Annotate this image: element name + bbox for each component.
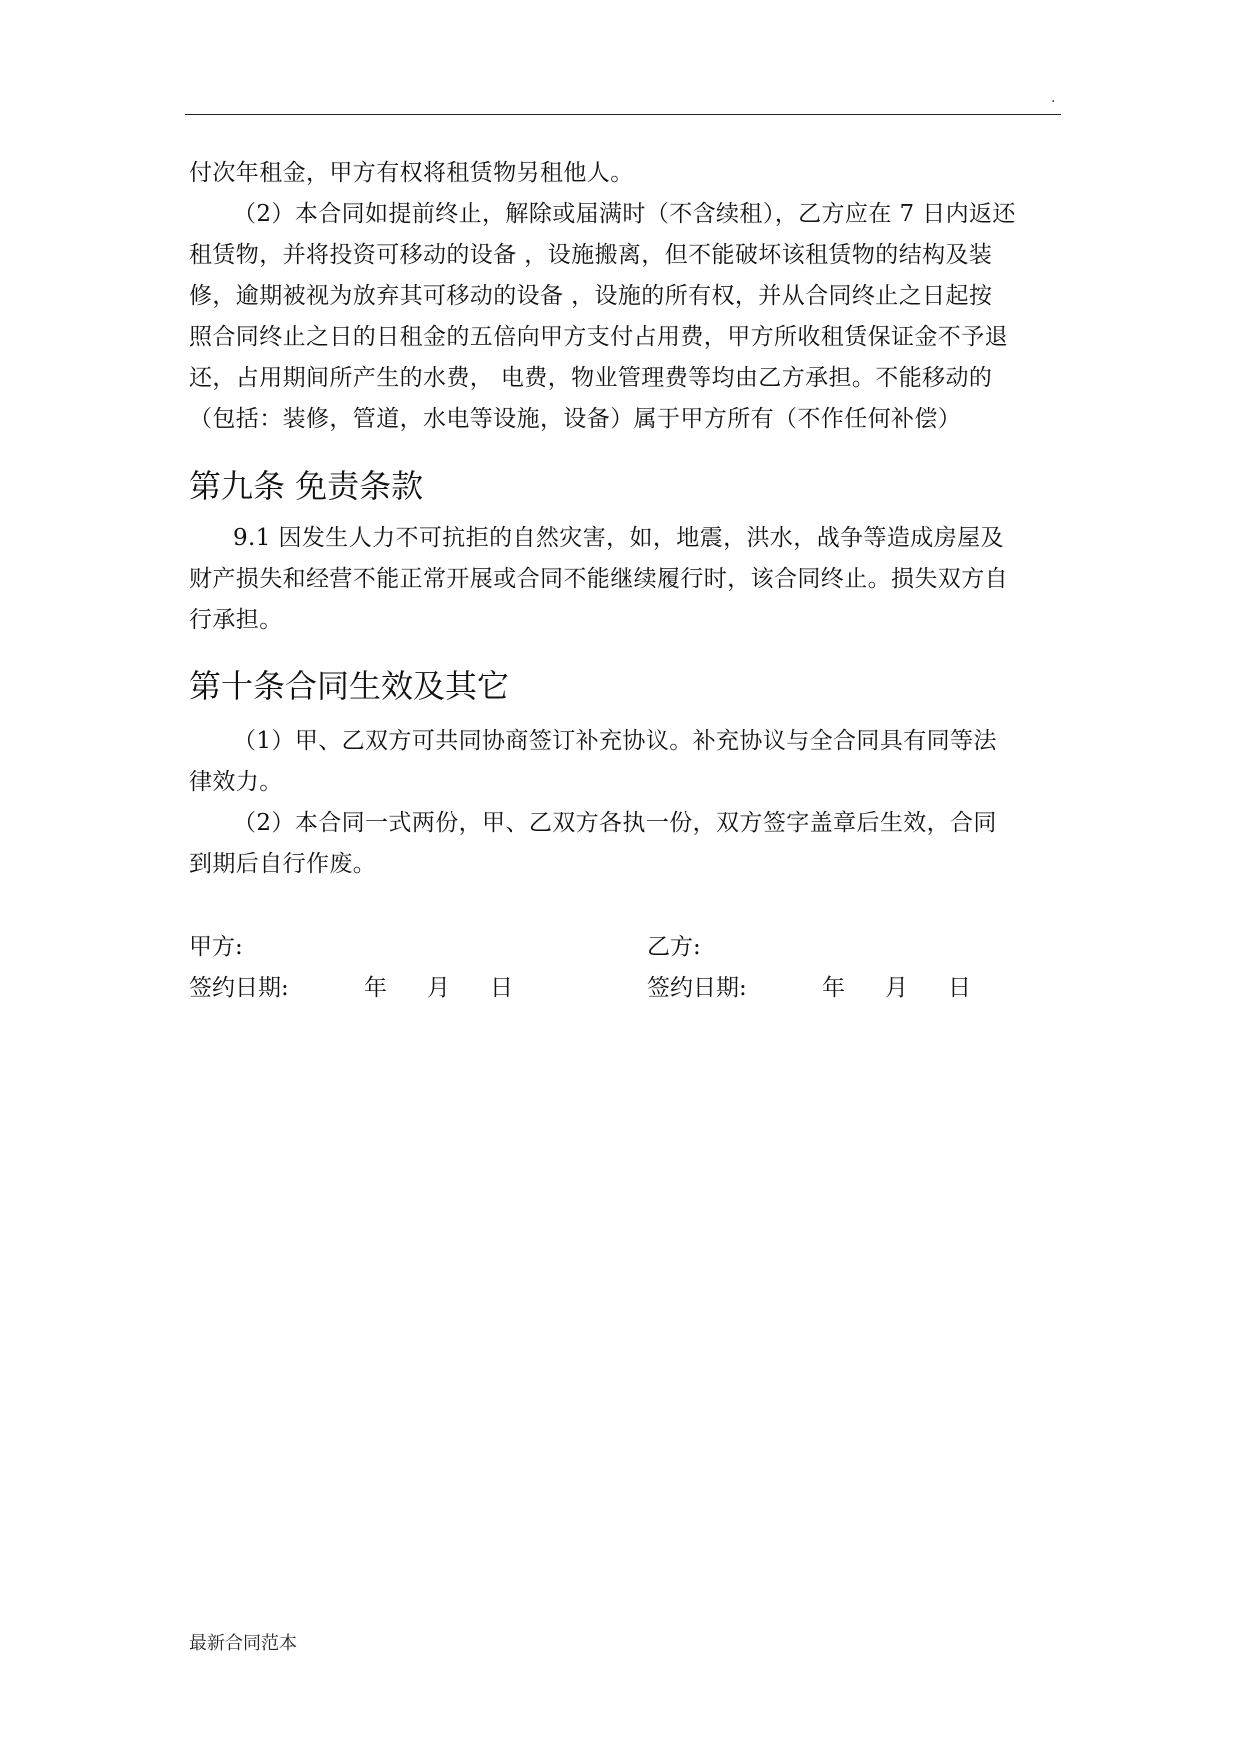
clause8-line-4: 修，逾期被视为放弃其可移动的设备 ，设施的所有权，并从合同终止之日起按 bbox=[189, 283, 993, 309]
party-a-year: 年 bbox=[364, 975, 387, 1001]
party-a-month: 月 bbox=[427, 975, 450, 1001]
clause10-title: 第十条合同生效及其它 bbox=[189, 667, 510, 705]
party-a-label: 甲方: bbox=[189, 934, 243, 960]
clause9-title: 第九条 免责条款 bbox=[189, 467, 424, 505]
clause10-line-4: 到期后自行作废。 bbox=[189, 851, 377, 877]
clause8-line-5: 照合同终止之日的日租金的五倍向甲方支付占用费，甲方所收租赁保证金不予退 bbox=[189, 324, 1008, 350]
clause8-line-2: （2）本合同如提前终止，解除或届满时（不含续租），乙方应在 7 日内返还 bbox=[233, 201, 1016, 227]
party-b-date-label: 签约日期: bbox=[647, 975, 747, 1001]
clause9-line-3: 行承担。 bbox=[189, 607, 283, 633]
clause8-line-3: 租赁物，并将投资可移动的设备 ，设施搬离，但不能破坏该租赁物的结构及装 bbox=[189, 242, 993, 268]
header-rule bbox=[185, 114, 1061, 115]
party-b-label: 乙方: bbox=[647, 934, 701, 960]
clause9-line-2: 财产损失和经营不能正常开展或合同不能继续履行时，该合同终止。损失双方自 bbox=[189, 566, 1008, 592]
clause8-line-6: 还，占用期间所产生的水费， 电费，物业管理费等均由乙方承担。不能移动的 bbox=[189, 365, 993, 391]
party-a-date-label: 签约日期: bbox=[189, 975, 289, 1001]
clause9-line-1: 9.1 因发生人力不可抗拒的自然灾害，如，地震，洪水，战争等造成房屋及 bbox=[233, 525, 1004, 551]
party-a-day: 日 bbox=[490, 975, 513, 1001]
clause10-line-2: 律效力。 bbox=[189, 769, 283, 795]
party-b-year: 年 bbox=[822, 975, 845, 1001]
clause8-line-7: （包括：装修，管道，水电等设施，设备）属于甲方所有（不作任何补偿） bbox=[189, 406, 962, 432]
clause8-line-1: 付次年租金，甲方有权将租赁物另租他人。 bbox=[189, 160, 634, 186]
party-b-month: 月 bbox=[885, 975, 908, 1001]
party-b-day: 日 bbox=[948, 975, 971, 1001]
footer-text: 最新合同范本 bbox=[189, 1633, 297, 1654]
clause10-line-1: （1）甲、乙双方可共同协商签订补充协议。补充协议与全合同具有同等法 bbox=[233, 728, 997, 754]
header-corner-mark: . bbox=[1051, 90, 1056, 106]
clause10-line-3: （2）本合同一式两份，甲、乙双方各执一份，双方签字盖章后生效，合同 bbox=[233, 810, 997, 836]
